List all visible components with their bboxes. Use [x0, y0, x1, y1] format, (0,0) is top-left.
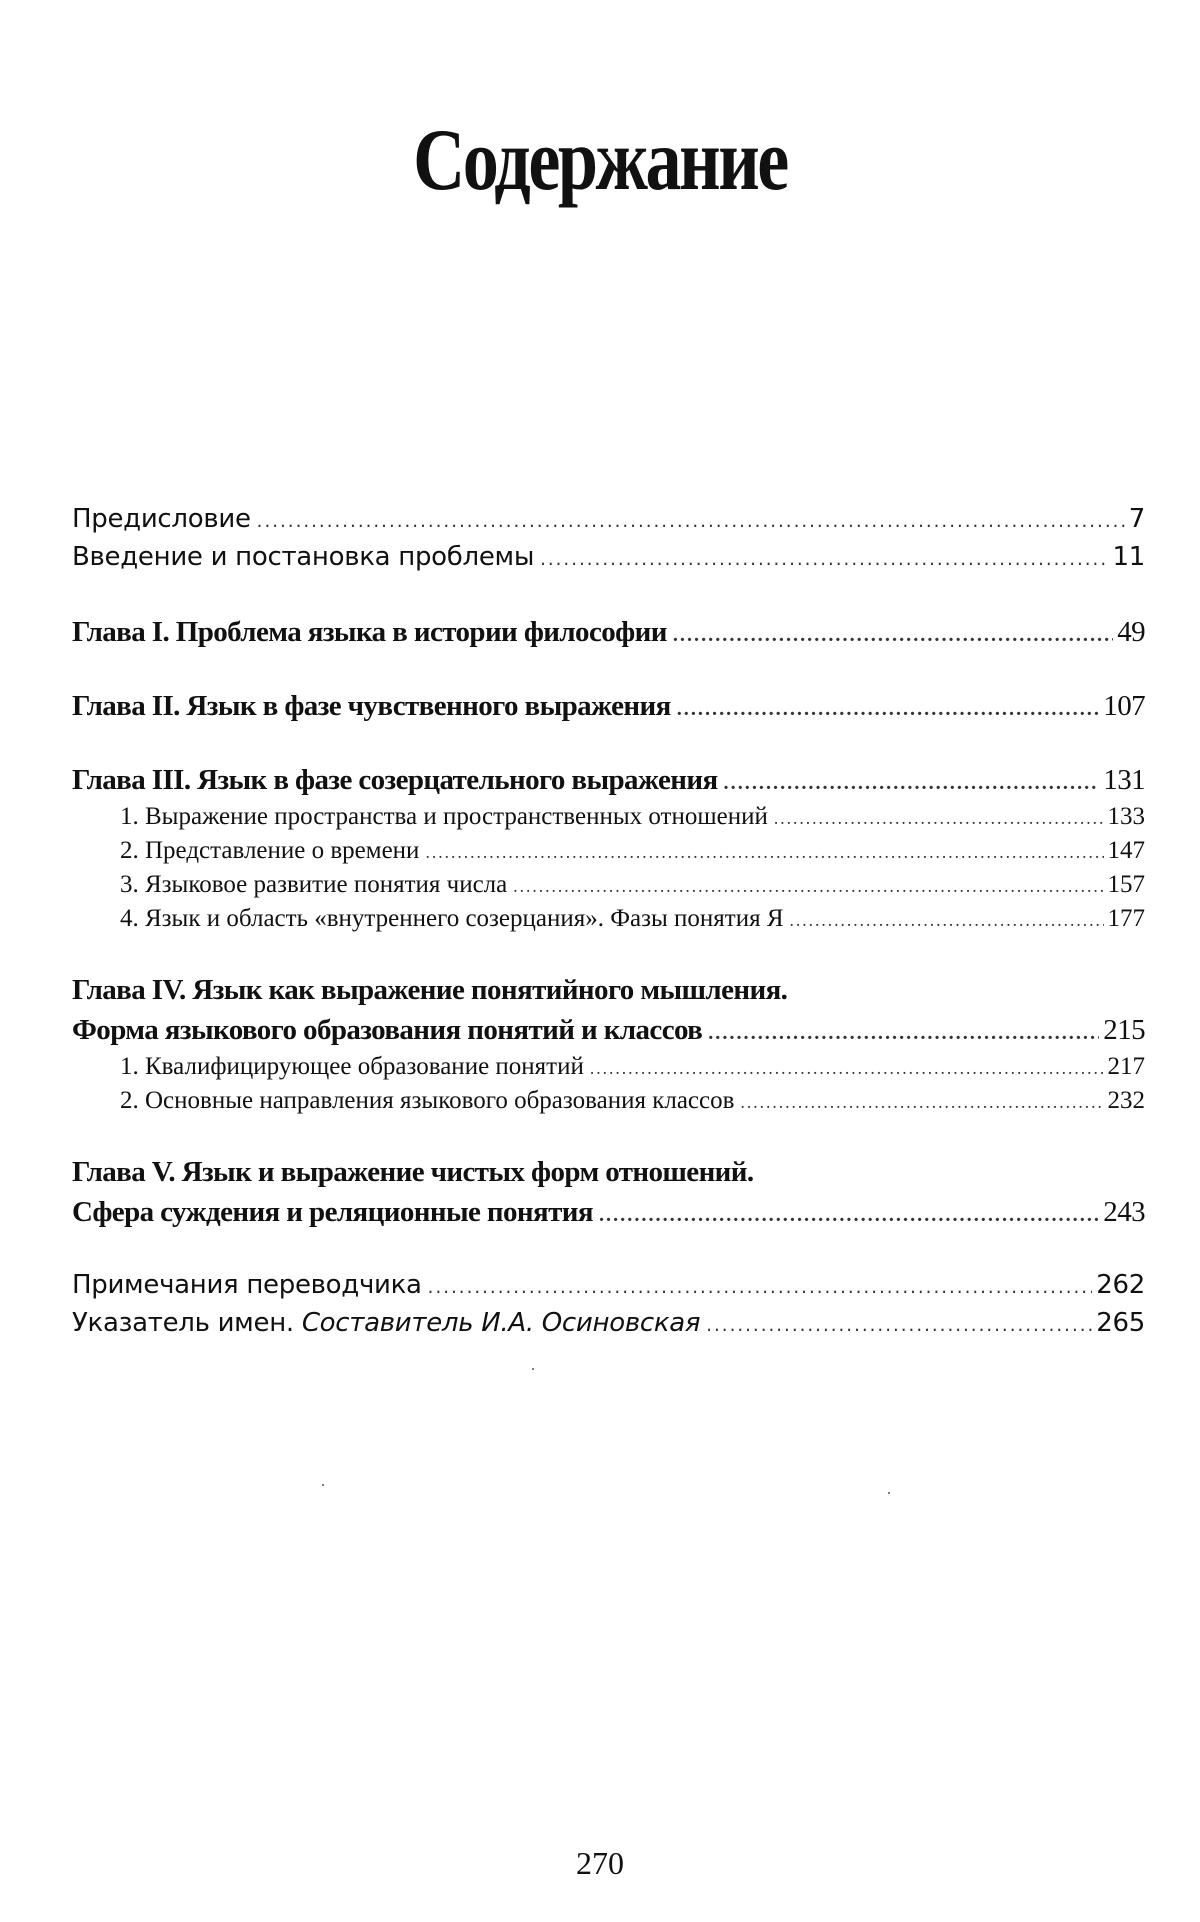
scan-speck	[532, 1368, 534, 1370]
toc-entry-label: Введение и постановка проблемы	[72, 542, 535, 572]
toc-entry-page: 7	[1128, 504, 1145, 534]
dot-leader	[706, 1307, 1092, 1342]
page-number: 270	[576, 1845, 624, 1881]
scan-speck	[322, 1484, 324, 1486]
toc-entry-label-group	[72, 1304, 700, 1342]
toc-entry-page: 215	[1103, 1014, 1145, 1046]
toc-entry-name-index	[72, 1304, 1145, 1342]
dot-leader	[774, 801, 1104, 834]
toc-chapter-4-heading: Глава IV. Язык как выражение понятийного мышления.	[72, 974, 788, 1006]
toc-entry-label: Глава III. Язык в фазе созерцательного выражения	[72, 764, 718, 796]
toc-entry-compiler: Составитель И.А. Осиновская	[301, 1308, 701, 1338]
toc-entry-page: 49	[1117, 616, 1145, 648]
toc-entry-page: 107	[1103, 690, 1145, 722]
dot-leader	[540, 541, 1108, 576]
page-title: Содержание	[413, 111, 787, 209]
dot-leader	[677, 689, 1100, 726]
table-of-contents	[72, 500, 1145, 1342]
toc-entry-page: 147	[1107, 837, 1145, 864]
toc-entry-page: 217	[1107, 1053, 1145, 1080]
toc-entry-page: 265	[1096, 1308, 1145, 1338]
toc-entry-section	[72, 834, 1145, 868]
toc-entry-label: 1. Выражение пространства и пространственных отношений	[120, 803, 768, 830]
toc-entry-label: 1. Квалифицирующее образование понятий	[120, 1053, 584, 1080]
toc-entry-page: 232	[1107, 1087, 1145, 1114]
toc-entry-label: Примечания переводчика	[72, 1270, 422, 1300]
toc-entry-label: Сфера суждения и реляционные понятия	[72, 1196, 593, 1228]
toc-entry-chapter-1	[72, 612, 1145, 652]
scan-speck	[888, 1492, 890, 1494]
dot-leader	[513, 869, 1103, 902]
toc-entry-chapter-2	[72, 686, 1145, 726]
toc-entry-chapter-5	[72, 1192, 1145, 1232]
toc-entry-label: Глава I. Проблема языка в истории философии	[72, 616, 667, 648]
toc-entry-page: 133	[1107, 803, 1145, 830]
toc-entry-label: Глава II. Язык в фазе чувственного выражения	[72, 690, 671, 722]
dot-leader	[740, 1085, 1103, 1118]
toc-entry-section	[72, 902, 1145, 936]
dot-leader	[425, 835, 1103, 868]
toc-entry-page: 157	[1107, 871, 1145, 898]
toc-entry-label: Форма языкового образования понятий и классов	[72, 1014, 703, 1046]
toc-entry-page: 11	[1112, 542, 1145, 572]
toc-entry-label: Предисловие	[72, 504, 251, 534]
dot-leader	[257, 503, 1125, 538]
dot-leader	[590, 1051, 1104, 1084]
toc-entry-preface	[72, 500, 1145, 538]
toc-entry-section	[72, 868, 1145, 902]
toc-entry-page: 243	[1103, 1196, 1145, 1228]
toc-entry-page: 177	[1107, 905, 1145, 932]
toc-entry-chapter-4	[72, 1010, 1145, 1050]
dot-leader	[599, 1195, 1099, 1232]
toc-entry-page: 262	[1096, 1270, 1145, 1300]
toc-entry-label: 3. Языковое развитие понятия числа	[120, 871, 508, 898]
toc-entry-label: 4. Язык и область «внутреннего созерцания». Фазы понятия Я	[120, 905, 784, 932]
dot-leader	[673, 615, 1113, 652]
toc-entry-label: 2. Основные направления языкового образования классов	[120, 1087, 735, 1114]
toc-entry-section	[72, 1050, 1145, 1084]
toc-entry-translator-notes	[72, 1266, 1145, 1304]
toc-entry-section	[72, 800, 1145, 834]
dot-leader	[428, 1269, 1093, 1304]
dot-leader	[708, 1013, 1099, 1050]
toc-entry-introduction	[72, 538, 1145, 576]
toc-entry-label: Указатель имен.	[72, 1308, 294, 1338]
toc-chapter-5-heading: Глава V. Язык и выражение чистых форм отношений.	[72, 1156, 754, 1188]
dot-leader	[724, 763, 1100, 800]
dot-leader	[790, 903, 1104, 936]
toc-entry-chapter-3	[72, 760, 1145, 800]
toc-entry-section	[72, 1084, 1145, 1118]
toc-entry-page: 131	[1103, 764, 1145, 796]
toc-entry-label: 2. Представление о времени	[120, 837, 420, 864]
